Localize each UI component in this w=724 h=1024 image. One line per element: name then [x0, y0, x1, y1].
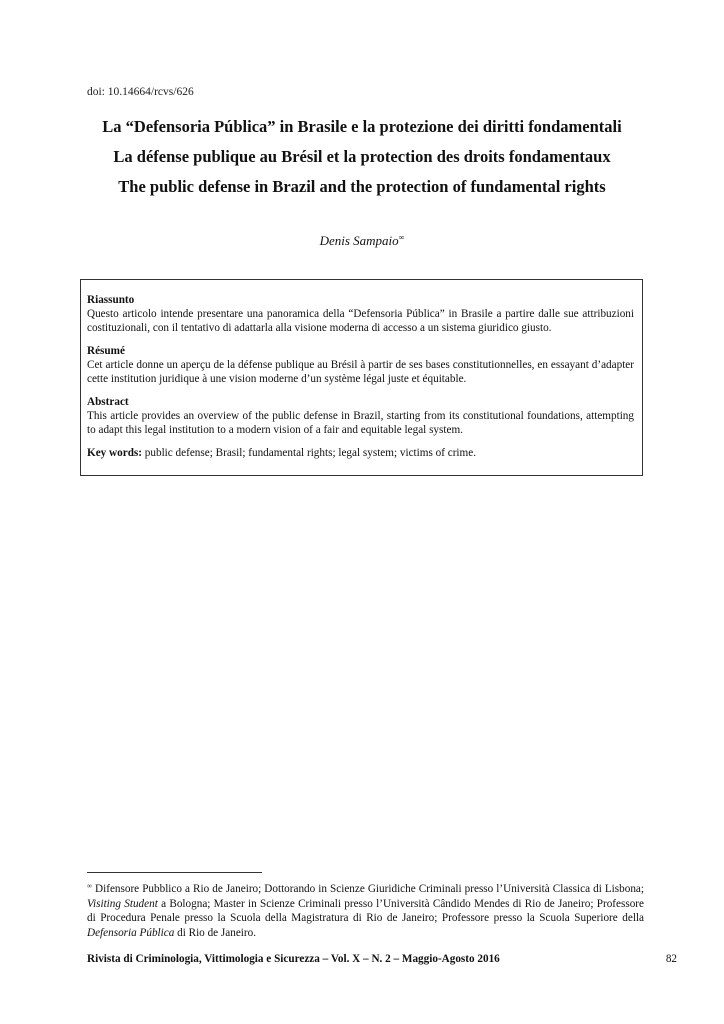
footnote [87, 879, 644, 940]
keywords [87, 446, 634, 460]
footnote-part-3: di Rio de Janeiro. [174, 926, 257, 939]
resume-section [87, 344, 634, 386]
title-english: The public defense in Brazil and the protection of fundamental rights [118, 177, 606, 196]
resume-text: Cet article donne un aperçu de la défense publique au Brésil à partir de ses bases constitutionnelles, en essayant d’adapter cette institution juridique à une vision moderne d’un système légal juste et équitable. [87, 359, 634, 385]
abstract-text: This article provides an overview of the public defense in Brazil, starting from its constitutional foundations, attempting to adapt this legal institution to a modern vision of a fair and equitable legal system. [87, 410, 634, 436]
keywords-text: public defense; Brasil; fundamental rights; legal system; victims of crime. [142, 447, 476, 459]
riassunto-heading: Riassunto [87, 294, 135, 306]
journal-citation: Rivista di Criminologia, Vittimologia e Sicurezza – Vol. X – N. 2 – Maggio-Agosto 2016 [87, 953, 500, 965]
abstract-heading: Abstract [87, 396, 129, 408]
author-footnote-mark: ∞ [398, 233, 405, 242]
page-footer [87, 953, 677, 965]
resume-heading: Résumé [87, 345, 125, 357]
title-french: La défense publique au Brésil et la protection des droits fondamentaux [113, 147, 611, 166]
doi: doi: 10.14664/rcvs/626 [87, 86, 194, 98]
abstract-box [80, 279, 643, 476]
footnote-defensoria: Defensoria Pública [87, 926, 175, 939]
footnote-part-2: a Bologna; Master in Scienze Criminali presso l’Università Cândido Mendes di Rio de Janeiro; Professore di Procedura Penale presso la Scuola della Magistratura di Rio de Janeiro; Professore presso la Scuola Superiore della [87, 897, 644, 924]
riassunto-section [87, 293, 634, 335]
footnote-divider [87, 872, 262, 873]
author-name: Denis Sampaio [319, 233, 399, 248]
footnote-part-1: Difensore Pubblico a Rio de Janeiro; Dottorando in Scienze Giuridiche Criminali presso l’Università Classica di Lisbona; [92, 883, 644, 895]
footnote-mark: ∞ [87, 882, 92, 890]
title-italian: La “Defensoria Pública” in Brasile e la protezione dei diritti fondamentali [102, 117, 622, 136]
abstract-section [87, 395, 634, 437]
page-number: 82 [665, 953, 677, 965]
author [0, 233, 724, 249]
title-block [60, 112, 664, 202]
footnote-visiting-student: Visiting Student [87, 897, 158, 910]
keywords-label: Key words: [87, 447, 142, 459]
riassunto-text: Questo articolo intende presentare una panoramica della “Defensoria Pública” in Brasile a partire dalle sue attribuzioni costituzionali, con il tentativo di adattarla alla visione moderna di accesso a un sistema giuridico giusto. [87, 308, 634, 334]
